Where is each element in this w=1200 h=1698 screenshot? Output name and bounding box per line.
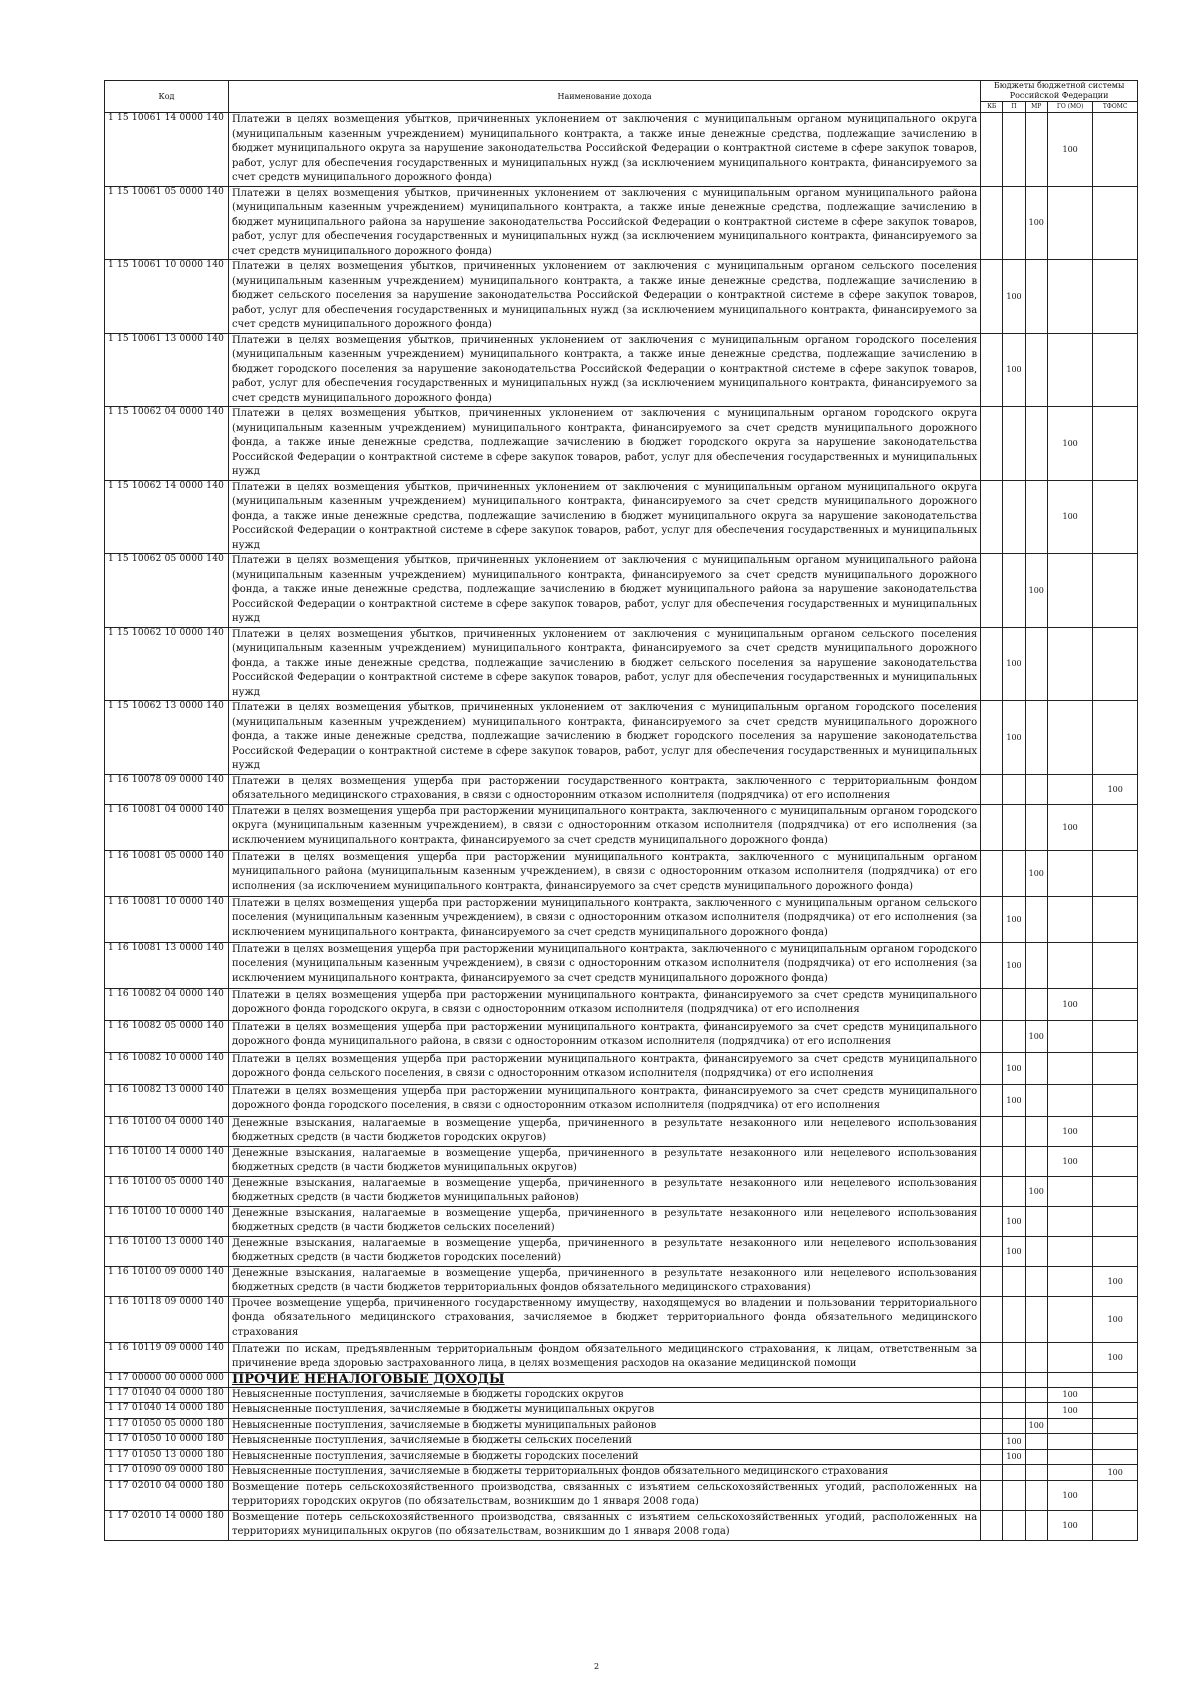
empty-share-cell xyxy=(1047,896,1093,942)
empty-share-cell xyxy=(981,1296,1003,1342)
share-value: 100 xyxy=(1025,1020,1047,1052)
empty-share-cell xyxy=(1047,1418,1093,1434)
revenue-code: 1 17 01050 10 0000 180 xyxy=(105,1434,229,1450)
share-value: 100 xyxy=(1047,480,1093,554)
revenue-code: 1 15 10062 14 0000 140 xyxy=(105,480,229,554)
table-row xyxy=(105,186,1138,260)
empty-share-cell xyxy=(1003,1403,1025,1419)
header-col-tfoms: ТФОМС xyxy=(1093,102,1138,113)
revenue-name: Возмещение потерь сельскохозяйственного производства, связанных с изъятием сельскохозяйственных угодий, расположенных на территориях муниципальных округов (по обязательствам, возникшим до 1 января 2008 года) xyxy=(228,1510,980,1540)
empty-share-cell xyxy=(1093,804,1138,850)
empty-share-cell xyxy=(1047,1266,1093,1296)
revenue-code: 1 17 01050 05 0000 180 xyxy=(105,1418,229,1434)
revenue-code: 1 16 10082 05 0000 140 xyxy=(105,1020,229,1052)
revenue-name: Невыясненные поступления, зачисляемые в бюджеты сельских поселений xyxy=(228,1434,980,1450)
empty-share-cell xyxy=(1047,333,1093,407)
share-value: 100 xyxy=(1003,896,1025,942)
empty-share-cell xyxy=(1093,333,1138,407)
empty-share-cell xyxy=(1093,260,1138,334)
empty-share-cell xyxy=(1003,1418,1025,1434)
table-row xyxy=(105,1387,1138,1403)
revenue-name: Платежи в целях возмещения ущерба при расторжении муниципального контракта, финансируемого за счет средств муниципального дорожного фонда сельского поселения, в связи с односторонним отказом исполнителя (подрядчика) от его исполнения xyxy=(228,1052,980,1084)
revenue-name: Невыясненные поступления, зачисляемые в бюджеты муниципальных округов xyxy=(228,1403,980,1419)
revenue-code: 1 17 01090 09 0000 180 xyxy=(105,1465,229,1481)
empty-share-cell xyxy=(981,1146,1003,1176)
empty-share-cell xyxy=(1093,1372,1138,1387)
empty-share-cell xyxy=(981,850,1003,896)
empty-share-cell xyxy=(1003,1266,1025,1296)
table-row xyxy=(105,1434,1138,1450)
revenue-name: Денежные взыскания, налагаемые в возмещение ущерба, причиненного в результате незаконного или нецелевого использования бюджетных средств (в части бюджетов городских округов) xyxy=(228,1116,980,1146)
empty-share-cell xyxy=(981,988,1003,1020)
empty-share-cell xyxy=(1025,896,1047,942)
empty-share-cell xyxy=(1047,1020,1093,1052)
table-row xyxy=(105,1480,1138,1510)
empty-share-cell xyxy=(1025,988,1047,1020)
empty-share-cell xyxy=(981,1434,1003,1450)
revenue-code: 1 15 10061 14 0000 140 xyxy=(105,113,229,187)
empty-share-cell xyxy=(981,1449,1003,1465)
share-value: 100 xyxy=(1003,1052,1025,1084)
empty-share-cell xyxy=(1025,1206,1047,1236)
revenue-code: 1 16 10100 14 0000 140 xyxy=(105,1146,229,1176)
revenue-name: Платежи в целях возмещения убытков, причиненных уклонением от заключения с муниципальным органом муниципального округа (муниципальным казенным учреждением) муниципального контракта, а также иные денежные средства, подлежащие зачислению в бюджет муниципального округа за нарушение законодательства Российской Федерации о контрактной системе в сфере закупок товаров, работ, услуг для обеспечения государственных и муниципальных нужд (за исключением муниципального контракта, финансируемого за счет средств муниципального дорожного фонда) xyxy=(228,113,980,187)
empty-share-cell xyxy=(1093,701,1138,775)
empty-share-cell xyxy=(1025,333,1047,407)
header-budgets: Бюджеты бюджетной системы Российской Федерации xyxy=(981,81,1138,102)
empty-share-cell xyxy=(1047,627,1093,701)
revenue-name: Платежи в целях возмещения убытков, причиненных уклонением от заключения с муниципальным органом муниципального района (муниципальным казенным учреждением) муниципального контракта, а также иные денежные средства, подлежащие зачислению в бюджет муниципального района за нарушение законодательства Российской Федерации о контрактной системе в сфере закупок товаров, работ, услуг для обеспечения государственных и муниципальных нужд (за исключением муниципального контракта, финансируемого за счет средств муниципального дорожного фонда) xyxy=(228,186,980,260)
revenue-code: 1 15 10061 10 0000 140 xyxy=(105,260,229,334)
empty-share-cell xyxy=(981,480,1003,554)
empty-share-cell xyxy=(981,1372,1003,1387)
table-row xyxy=(105,1176,1138,1206)
empty-share-cell xyxy=(1093,627,1138,701)
revenue-name: Невыясненные поступления, зачисляемые в бюджеты городских поселений xyxy=(228,1449,980,1465)
empty-share-cell xyxy=(1025,1146,1047,1176)
empty-share-cell xyxy=(1003,1510,1025,1540)
revenue-name: Прочее возмещение ущерба, причиненного государственному имуществу, находящемуся во владении и пользовании территориального фонда обязательного медицинского страхования, зачисляемое в бюджет территориального фонда обязательного медицинского страхования xyxy=(228,1296,980,1342)
empty-share-cell xyxy=(1003,1116,1025,1146)
empty-share-cell xyxy=(981,896,1003,942)
table-row xyxy=(105,1266,1138,1296)
section-title: ПРОЧИЕ НЕНАЛОГОВЫЕ ДОХОДЫ xyxy=(228,1372,980,1387)
revenue-name: Платежи по искам, предъявленным территориальным фондом обязательного медицинского страхования, к лицам, ответственным за причинение вреда здоровью застрахованного лица, в целях возмещения расходов на оказание медицинской помощи xyxy=(228,1342,980,1372)
share-value: 100 xyxy=(1025,850,1047,896)
empty-share-cell xyxy=(1003,804,1025,850)
empty-share-cell xyxy=(981,942,1003,988)
header-col-go: ГО (МО) xyxy=(1047,102,1093,113)
empty-share-cell xyxy=(1025,1116,1047,1146)
empty-share-cell xyxy=(1093,1084,1138,1116)
empty-share-cell xyxy=(1003,774,1025,804)
revenue-name: Платежи в целях возмещения ущерба при расторжении муниципального контракта, заключенного с муниципальным органом городского поселения (муниципальным казенным учреждением), в связи с односторонним отказом исполнителя (подрядчика) от его исполнения (за исключением муниципального контракта, финансируемого за счет средств муниципального дорожного фонда) xyxy=(228,942,980,988)
empty-share-cell xyxy=(981,186,1003,260)
table-row xyxy=(105,942,1138,988)
share-value: 100 xyxy=(1047,1116,1093,1146)
revenue-code: 1 17 01050 13 0000 180 xyxy=(105,1449,229,1465)
share-value: 100 xyxy=(1025,554,1047,628)
empty-share-cell xyxy=(1003,1372,1025,1387)
revenue-name: Денежные взыскания, налагаемые в возмещение ущерба, причиненного в результате незаконного или нецелевого использования бюджетных средств (в части бюджетов сельских поселений) xyxy=(228,1206,980,1236)
share-value: 100 xyxy=(1093,1266,1138,1296)
table-row xyxy=(105,1084,1138,1116)
revenue-code: 1 15 10062 04 0000 140 xyxy=(105,407,229,481)
revenue-code: 1 16 10081 10 0000 140 xyxy=(105,896,229,942)
revenue-name: Платежи в целях возмещения убытков, причиненных уклонением от заключения с муниципальным органом городского округа (муниципальным казенным учреждением) муниципального контракта, финансируемого за счет средств муниципального дорожного фонда, а также иные денежные средства, подлежащие зачислению в бюджет городского округа за нарушение законодательства Российской Федерации о контрактной системе в сфере закупок товаров, работ, услуг для обеспечения государственных и муниципальных нужд xyxy=(228,407,980,481)
empty-share-cell xyxy=(1047,1465,1093,1481)
empty-share-cell xyxy=(1093,1403,1138,1419)
empty-share-cell xyxy=(981,1418,1003,1434)
empty-share-cell xyxy=(1047,260,1093,334)
empty-share-cell xyxy=(1003,480,1025,554)
revenue-code: 1 16 10082 04 0000 140 xyxy=(105,988,229,1020)
empty-share-cell xyxy=(981,333,1003,407)
empty-share-cell xyxy=(1003,988,1025,1020)
revenue-name: Денежные взыскания, налагаемые в возмещение ущерба, причиненного в результате незаконного или нецелевого использования бюджетных средств (в части бюджетов городских поселений) xyxy=(228,1236,980,1266)
empty-share-cell xyxy=(1093,1020,1138,1052)
empty-share-cell xyxy=(1025,1266,1047,1296)
empty-share-cell xyxy=(981,113,1003,187)
empty-share-cell xyxy=(1093,113,1138,187)
empty-share-cell xyxy=(1003,850,1025,896)
empty-share-cell xyxy=(1025,942,1047,988)
empty-share-cell xyxy=(981,1052,1003,1084)
share-value: 100 xyxy=(1093,774,1138,804)
revenue-name: Невыясненные поступления, зачисляемые в бюджеты территориальных фондов обязательного медицинского страхования xyxy=(228,1465,980,1481)
empty-share-cell xyxy=(1025,113,1047,187)
empty-share-cell xyxy=(1025,1084,1047,1116)
revenue-name: Денежные взыскания, налагаемые в возмещение ущерба, причиненного в результате незаконного или нецелевого использования бюджетных средств (в части бюджетов территориальных фондов обязательного медицинского страхования) xyxy=(228,1266,980,1296)
empty-share-cell xyxy=(1093,1116,1138,1146)
empty-share-cell xyxy=(1025,407,1047,481)
empty-share-cell xyxy=(1025,1296,1047,1342)
table-row xyxy=(105,627,1138,701)
revenue-code: 1 16 10100 04 0000 140 xyxy=(105,1116,229,1146)
share-value: 100 xyxy=(1047,1480,1093,1510)
empty-share-cell xyxy=(1003,1465,1025,1481)
empty-share-cell xyxy=(1003,113,1025,187)
empty-share-cell xyxy=(1025,1052,1047,1084)
revenue-name: Платежи в целях возмещения убытков, причиненных уклонением от заключения с муниципальным органом муниципального района (муниципальным казенным учреждением) муниципального контракта, финансируемого за счет средств муниципального дорожного фонда, а также иные денежные средства, подлежащие зачислению в бюджет муниципального района за нарушение законодательства Российской Федерации о контрактной системе в сфере закупок товаров, работ, услуг для обеспечения государственных и муниципальных нужд xyxy=(228,554,980,628)
header-col-p: П xyxy=(1003,102,1025,113)
share-value: 100 xyxy=(1003,1434,1025,1450)
empty-share-cell xyxy=(1003,1387,1025,1403)
table-row xyxy=(105,1372,1138,1387)
table-row xyxy=(105,1449,1138,1465)
revenue-code: 1 16 10078 09 0000 140 xyxy=(105,774,229,804)
revenue-code: 1 16 10118 09 0000 140 xyxy=(105,1296,229,1342)
table-row xyxy=(105,554,1138,628)
empty-share-cell xyxy=(1047,186,1093,260)
revenue-table-sheet xyxy=(104,80,1138,1541)
table-row xyxy=(105,701,1138,775)
table-row xyxy=(105,113,1138,187)
revenue-code: 1 15 10061 05 0000 140 xyxy=(105,186,229,260)
revenue-classification-table xyxy=(104,80,1138,1541)
empty-share-cell xyxy=(1047,701,1093,775)
page-number: 2 xyxy=(594,1662,600,1671)
share-value: 100 xyxy=(1093,1465,1138,1481)
empty-share-cell xyxy=(1093,1052,1138,1084)
table-row xyxy=(105,407,1138,481)
revenue-name: Денежные взыскания, налагаемые в возмещение ущерба, причиненного в результате незаконного или нецелевого использования бюджетных средств (в части бюджетов муниципальных округов) xyxy=(228,1146,980,1176)
empty-share-cell xyxy=(981,1510,1003,1540)
empty-share-cell xyxy=(1093,1434,1138,1450)
empty-share-cell xyxy=(1047,1236,1093,1266)
empty-share-cell xyxy=(1047,1434,1093,1450)
header-col-mr: МР xyxy=(1025,102,1047,113)
revenue-code: 1 16 10100 13 0000 140 xyxy=(105,1236,229,1266)
empty-share-cell xyxy=(1003,554,1025,628)
empty-share-cell xyxy=(1047,554,1093,628)
empty-share-cell xyxy=(1025,260,1047,334)
empty-share-cell xyxy=(1093,1236,1138,1266)
empty-share-cell xyxy=(1003,1342,1025,1372)
table-row xyxy=(105,1510,1138,1540)
empty-share-cell xyxy=(1093,1480,1138,1510)
share-value: 100 xyxy=(1047,1146,1093,1176)
table-row xyxy=(105,1116,1138,1146)
empty-share-cell xyxy=(1025,1510,1047,1540)
revenue-name: Платежи в целях возмещения ущерба при расторжении муниципального контракта, заключенного с муниципальным органом городского округа (муниципальным казенным учреждением), в связи с односторонним отказом исполнителя (подрядчика) от его исполнения (за исключением муниципального контракта, финансируемого за счет средств муниципального дорожного фонда) xyxy=(228,804,980,850)
empty-share-cell xyxy=(981,774,1003,804)
empty-share-cell xyxy=(1025,1236,1047,1266)
empty-share-cell xyxy=(981,260,1003,334)
empty-share-cell xyxy=(981,1236,1003,1266)
revenue-name: Денежные взыскания, налагаемые в возмещение ущерба, причиненного в результате незаконного или нецелевого использования бюджетных средств (в части бюджетов муниципальных районов) xyxy=(228,1176,980,1206)
table-row xyxy=(105,1403,1138,1419)
revenue-code: 1 16 10119 09 0000 140 xyxy=(105,1342,229,1372)
table-row xyxy=(105,1236,1138,1266)
share-value: 100 xyxy=(1003,333,1025,407)
table-row xyxy=(105,896,1138,942)
share-value: 100 xyxy=(1003,1449,1025,1465)
empty-share-cell xyxy=(981,1266,1003,1296)
revenue-code: 1 15 10062 05 0000 140 xyxy=(105,554,229,628)
revenue-code: 1 16 10081 05 0000 140 xyxy=(105,850,229,896)
revenue-code: 1 16 10100 09 0000 140 xyxy=(105,1266,229,1296)
share-value: 100 xyxy=(1003,1084,1025,1116)
table-row xyxy=(105,480,1138,554)
empty-share-cell xyxy=(1047,1372,1093,1387)
table-row xyxy=(105,1418,1138,1434)
header-code: Код xyxy=(105,81,229,113)
revenue-name: Платежи в целях возмещения ущерба при расторжении государственного контракта, заключенного с территориальным фондом обязательного медицинского страхования, в связи с односторонним отказом исполнителя (подрядчика) от его исполнения xyxy=(228,774,980,804)
empty-share-cell xyxy=(1093,1387,1138,1403)
revenue-name: Платежи в целях возмещения ущерба при расторжении муниципального контракта, финансируемого за счет средств муниципального дорожного фонда муниципального района, в связи с односторонним отказом исполнителя (подрядчика) от его исполнения xyxy=(228,1020,980,1052)
revenue-name: Возмещение потерь сельскохозяйственного производства, связанных с изъятием сельскохозяйственных угодий, расположенных на территориях городских округов (по обязательствам, возникшим до 1 января 2008 года) xyxy=(228,1480,980,1510)
empty-share-cell xyxy=(1025,1480,1047,1510)
header-name: Наименование дохода xyxy=(228,81,980,113)
revenue-code: 1 15 10062 10 0000 140 xyxy=(105,627,229,701)
empty-share-cell xyxy=(981,1387,1003,1403)
empty-share-cell xyxy=(1003,1146,1025,1176)
empty-share-cell xyxy=(1025,1449,1047,1465)
empty-share-cell xyxy=(981,407,1003,481)
empty-share-cell xyxy=(1025,1434,1047,1450)
share-value: 100 xyxy=(1025,1418,1047,1434)
revenue-code: 1 17 01040 04 0000 180 xyxy=(105,1387,229,1403)
empty-share-cell xyxy=(981,1403,1003,1419)
empty-share-cell xyxy=(981,1342,1003,1372)
empty-share-cell xyxy=(981,1206,1003,1236)
empty-share-cell xyxy=(1093,1176,1138,1206)
empty-share-cell xyxy=(1025,1372,1047,1387)
table-row xyxy=(105,850,1138,896)
table-row xyxy=(105,1206,1138,1236)
revenue-code: 1 16 10081 04 0000 140 xyxy=(105,804,229,850)
revenue-code: 1 16 10082 13 0000 140 xyxy=(105,1084,229,1116)
revenue-code: 1 16 10100 05 0000 140 xyxy=(105,1176,229,1206)
share-value: 100 xyxy=(1025,186,1047,260)
share-value: 100 xyxy=(1025,1176,1047,1206)
empty-share-cell xyxy=(981,804,1003,850)
share-value: 100 xyxy=(1047,113,1093,187)
empty-share-cell xyxy=(1047,1052,1093,1084)
empty-share-cell xyxy=(981,701,1003,775)
empty-share-cell xyxy=(1093,1418,1138,1434)
table-row xyxy=(105,333,1138,407)
empty-share-cell xyxy=(1003,1296,1025,1342)
revenue-name: Платежи в целях возмещения убытков, причиненных уклонением от заключения с муниципальным органом муниципального округа (муниципальным казенным учреждением) муниципального контракта, финансируемого за счет средств муниципального дорожного фонда, а также иные денежные средства, подлежащие зачислению в бюджет муниципального округа за нарушение законодательства Российской Федерации о контрактной системе в сфере закупок товаров, работ, услуг для обеспечения государственных и муниципальных нужд xyxy=(228,480,980,554)
table-row xyxy=(105,1296,1138,1342)
empty-share-cell xyxy=(1047,942,1093,988)
empty-share-cell xyxy=(1093,942,1138,988)
table-row xyxy=(105,260,1138,334)
revenue-code: 1 17 01040 14 0000 180 xyxy=(105,1403,229,1419)
empty-share-cell xyxy=(1025,1403,1047,1419)
empty-share-cell xyxy=(1047,1449,1093,1465)
table-row xyxy=(105,1146,1138,1176)
revenue-name: Платежи в целях возмещения убытков, причиненных уклонением от заключения с муниципальным органом сельского поселения (муниципальным казенным учреждением) муниципального контракта, а также иные денежные средства, подлежащие зачислению в бюджет сельского поселения за нарушение законодательства Российской Федерации о контрактной системе в сфере закупок товаров, работ, услуг для обеспечения государственных и муниципальных нужд (за исключением муниципального контракта, финансируемого за счет средств муниципального дорожного фонда) xyxy=(228,260,980,334)
empty-share-cell xyxy=(981,627,1003,701)
empty-share-cell xyxy=(1047,1176,1093,1206)
empty-share-cell xyxy=(1093,480,1138,554)
empty-share-cell xyxy=(981,1480,1003,1510)
revenue-name: Невыясненные поступления, зачисляемые в бюджеты городских округов xyxy=(228,1387,980,1403)
empty-share-cell xyxy=(1025,1342,1047,1372)
empty-share-cell xyxy=(1047,850,1093,896)
share-value: 100 xyxy=(1047,1403,1093,1419)
empty-share-cell xyxy=(1093,1206,1138,1236)
revenue-code: 1 16 10082 10 0000 140 xyxy=(105,1052,229,1084)
empty-share-cell xyxy=(1003,1176,1025,1206)
empty-share-cell xyxy=(1093,1510,1138,1540)
empty-share-cell xyxy=(1093,850,1138,896)
share-value: 100 xyxy=(1003,627,1025,701)
empty-share-cell xyxy=(981,1084,1003,1116)
empty-share-cell xyxy=(1047,1206,1093,1236)
empty-share-cell xyxy=(1093,554,1138,628)
revenue-code: 1 16 10100 10 0000 140 xyxy=(105,1206,229,1236)
share-value: 100 xyxy=(1003,942,1025,988)
revenue-name: Платежи в целях возмещения ущерба при расторжении муниципального контракта, заключенного с муниципальным органом сельского поселения (муниципальным казенным учреждением), в связи с односторонним отказом исполнителя (подрядчика) от его исполнения (за исключением муниципального контракта, финансируемого за счет средств муниципального дорожного фонда) xyxy=(228,896,980,942)
revenue-code: 1 17 00000 00 0000 000 xyxy=(105,1372,229,1387)
table-row xyxy=(105,1465,1138,1481)
empty-share-cell xyxy=(1025,701,1047,775)
empty-share-cell xyxy=(1025,627,1047,701)
empty-share-cell xyxy=(1003,1020,1025,1052)
empty-share-cell xyxy=(981,1465,1003,1481)
share-value: 100 xyxy=(1093,1342,1138,1372)
revenue-name: Платежи в целях возмещения убытков, причиненных уклонением от заключения с муниципальным органом городского поселения (муниципальным казенным учреждением) муниципального контракта, финансируемого за счет средств муниципального дорожного фонда, а также иные денежные средства, подлежащие зачислению в бюджет городского поселения за нарушение законодательства Российской Федерации о контрактной системе в сфере закупок товаров, работ, услуг для обеспечения государственных и муниципальных нужд xyxy=(228,701,980,775)
empty-share-cell xyxy=(1093,407,1138,481)
table-row xyxy=(105,1342,1138,1372)
empty-share-cell xyxy=(1025,480,1047,554)
share-value: 100 xyxy=(1003,701,1025,775)
revenue-name: Платежи в целях возмещения убытков, причиненных уклонением от заключения с муниципальным органом сельского поселения (муниципальным казенным учреждением) муниципального контракта, финансируемого за счет средств муниципального дорожного фонда, а также иные денежные средства, подлежащие зачислению в бюджет сельского поселения за нарушение законодательства Российской Федерации о контрактной системе в сфере закупок товаров, работ, услуг для обеспечения государственных и муниципальных нужд xyxy=(228,627,980,701)
empty-share-cell xyxy=(1047,1296,1093,1342)
empty-share-cell xyxy=(1093,988,1138,1020)
revenue-code: 1 15 10061 13 0000 140 xyxy=(105,333,229,407)
empty-share-cell xyxy=(1047,1084,1093,1116)
empty-share-cell xyxy=(1025,774,1047,804)
empty-share-cell xyxy=(1093,896,1138,942)
header-col-kb: КБ xyxy=(981,102,1003,113)
table-row xyxy=(105,774,1138,804)
table-row xyxy=(105,804,1138,850)
empty-share-cell xyxy=(1025,1465,1047,1481)
share-value: 100 xyxy=(1047,988,1093,1020)
empty-share-cell xyxy=(981,1116,1003,1146)
empty-share-cell xyxy=(1047,774,1093,804)
empty-share-cell xyxy=(981,554,1003,628)
share-value: 100 xyxy=(1047,1510,1093,1540)
share-value: 100 xyxy=(1003,260,1025,334)
share-value: 100 xyxy=(1047,1387,1093,1403)
table-row xyxy=(105,1020,1138,1052)
empty-share-cell xyxy=(981,1176,1003,1206)
empty-share-cell xyxy=(1025,1387,1047,1403)
empty-share-cell xyxy=(981,1020,1003,1052)
revenue-code: 1 15 10062 13 0000 140 xyxy=(105,701,229,775)
revenue-code: 1 17 02010 04 0000 180 xyxy=(105,1480,229,1510)
empty-share-cell xyxy=(1003,1480,1025,1510)
empty-share-cell xyxy=(1003,186,1025,260)
share-value: 100 xyxy=(1093,1296,1138,1342)
revenue-name: Платежи в целях возмещения ущерба при расторжении муниципального контракта, заключенного с муниципальным органом муниципального района (муниципальным казенным учреждением), в связи с односторонним отказом исполнителя (подрядчика) от его исполнения (за исключением муниципального контракта, финансируемого за счет средств муниципального дорожного фонда) xyxy=(228,850,980,896)
empty-share-cell xyxy=(1003,407,1025,481)
revenue-code: 1 16 10081 13 0000 140 xyxy=(105,942,229,988)
empty-share-cell xyxy=(1093,1146,1138,1176)
empty-share-cell xyxy=(1047,1342,1093,1372)
empty-share-cell xyxy=(1093,186,1138,260)
share-value: 100 xyxy=(1003,1206,1025,1236)
revenue-code: 1 17 02010 14 0000 180 xyxy=(105,1510,229,1540)
share-value: 100 xyxy=(1047,407,1093,481)
revenue-name: Платежи в целях возмещения ущерба при расторжении муниципального контракта, финансируемого за счет средств муниципального дорожного фонда городского округа, в связи с односторонним отказом исполнителя (подрядчика) от его исполнения xyxy=(228,988,980,1020)
empty-share-cell xyxy=(1025,804,1047,850)
table-row xyxy=(105,988,1138,1020)
empty-share-cell xyxy=(1093,1449,1138,1465)
table-row xyxy=(105,1052,1138,1084)
revenue-name: Платежи в целях возмещения убытков, причиненных уклонением от заключения с муниципальным органом городского поселения (муниципальным казенным учреждением) муниципального контракта, а также иные денежные средства, подлежащие зачислению в бюджет городского поселения за нарушение законодательства Российской Федерации о контрактной системе в сфере закупок товаров, работ, услуг для обеспечения государственных и муниципальных нужд (за исключением муниципального контракта, финансируемого за счет средств муниципального дорожного фонда) xyxy=(228,333,980,407)
revenue-name: Невыясненные поступления, зачисляемые в бюджеты муниципальных районов xyxy=(228,1418,980,1434)
share-value: 100 xyxy=(1003,1236,1025,1266)
revenue-name: Платежи в целях возмещения ущерба при расторжении муниципального контракта, финансируемого за счет средств муниципального дорожного фонда городского поселения, в связи с односторонним отказом исполнителя (подрядчика) от его исполнения xyxy=(228,1084,980,1116)
share-value: 100 xyxy=(1047,804,1093,850)
